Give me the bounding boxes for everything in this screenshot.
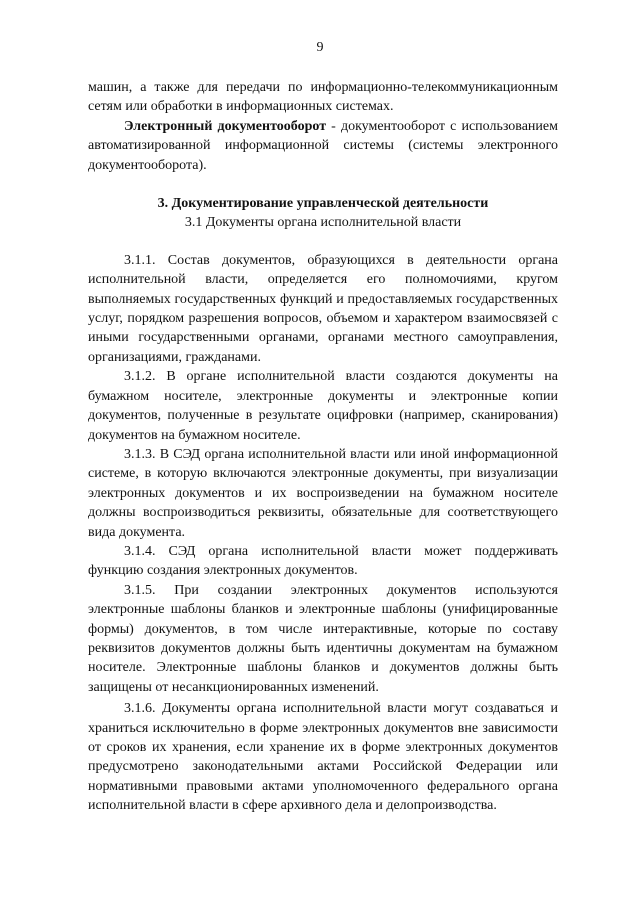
paragraph-3-1-2: 3.1.2. В органе исполнительной власти создаются документы на бумажном носителе, электронные документы и электронные копии документов, полученные в результате оцифровки (например, сканирования) документов на бумажном носителе. bbox=[88, 369, 558, 443]
definition-paragraph bbox=[88, 117, 558, 175]
page-number: 9 bbox=[316, 40, 324, 55]
definition-text: - документооборот с использованием автоматизированной информационной системы (системы электронного документооборота). bbox=[88, 118, 558, 173]
section-heading: 3. Документирование управленческой деятельности bbox=[157, 196, 489, 212]
subsection-heading: 3.1 Документы органа исполнительной власти bbox=[184, 215, 462, 231]
paragraph-3-1-4: 3.1.4. СЭД органа исполнительной власти может поддерживать функцию создания электронных документов. bbox=[88, 543, 558, 579]
paragraph-3-1-5: 3.1.5. При создании электронных документов используются электронные шаблоны бланков и электронные шаблоны (унифицированные формы) документов, в том числе интерактивные, которые по составу реквизитов документов должны быть идентичны документам на бумажном носителе. Электронные шаблоны бланков и документов должны быть защищены от несанкционированных изменений. bbox=[88, 582, 558, 695]
spacer bbox=[88, 233, 558, 251]
paragraph-3-1-3: 3.1.3. В СЭД органа исполнительной власти или иной информационной системе, в которую включаются электронные документы, при визуализации электронных документов и их воспроизведении на бумажном носителе должны воспроизводиться реквизиты, обязательные для соответствующего вида документа. bbox=[88, 446, 558, 540]
paragraph-3-1-1: 3.1.1. Состав документов, образующихся в деятельности органа исполнительной власти, определяется его полномочиями, кругом выполняемых государственных функций и предоставляемых государственных услуг, порядком разрешения вопросов, объемом и характером взаимосвязей с иными государственными органами, органами местного самоуправления, организациями, гражданами. bbox=[88, 252, 558, 365]
defined-term: Электронный документооборот bbox=[124, 118, 327, 134]
paragraph-continuation: машин, а также для передачи по информационно-телекоммуникационным сетям или обработки в информационных системах. bbox=[88, 80, 558, 115]
document-body bbox=[88, 78, 558, 816]
spacer bbox=[88, 175, 558, 194]
paragraph-3-1-6: 3.1.6. Документы органа исполнительной власти могут создаваться и храниться исключительно в форме электронных документов вне зависимости от сроков их хранения, если хранение их в форме электронных документов предусмотрено законодательными актами Российской Федерации или нормативными правовыми актами уполномоченного федерального органа исполнительной власти в сфере архивного дела и делопроизводства. bbox=[88, 701, 558, 814]
